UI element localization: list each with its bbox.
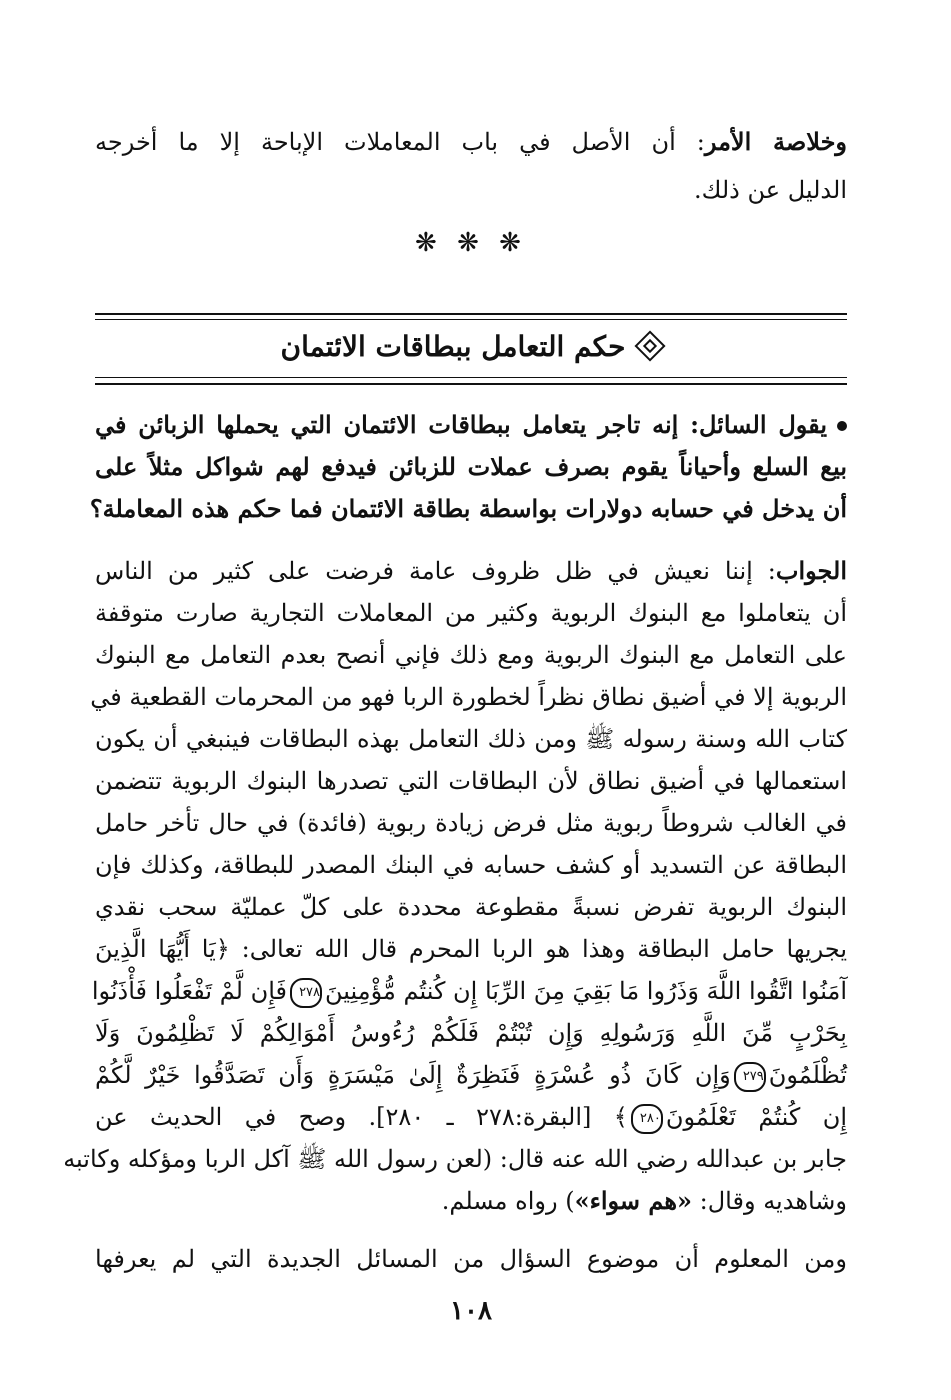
quran-text-1b: فَإِن لَّمْ تَفْعَلُوا فَأْذَنُوا	[91, 977, 288, 1005]
quran-text-4a: إِن كُنتُمْ تَعْلَمُونَ	[665, 1103, 847, 1131]
answer-line-4: الربوية إلا في أضيق نطاق نظراً لخطورة الربا فهو من المحرمات القطعية في	[90, 683, 847, 711]
question-line-3: أن يدخل في حسابه دولارات بواسطة بطاقة الائتمان فما حكم هذه المعاملة؟	[89, 494, 847, 523]
answer-line-9: البنوك الربوية تفرض نسبةً مقطوعة محددة على كلّ عمليّة سحب نقدي	[95, 893, 847, 921]
ayah-number-278: ٢٧٨	[290, 978, 322, 1008]
quran-text-1a: آمَنُوا اتَّقُوا اللَّهَ وَذَرُوا مَا بَقِيَ مِنَ الرِّبَا إِن كُنتُم مُّؤْمِنِينَ	[325, 977, 847, 1005]
heading-bottom-rule	[95, 383, 847, 385]
quran-line-3	[95, 1054, 847, 1096]
answer-paragraph	[63, 550, 847, 1222]
summary-label: وخلاصة الأمر	[704, 127, 847, 156]
hadith-line-1: جابر بن عبدالله رضي الله عنه قال: (لعن رسول الله ﷺ آكل الربا ومؤكله وكاتبه	[63, 1145, 847, 1173]
quran-text-4b: ﴾ [البقرة:٢٧٨ ـ ٢٨٠]. وصح في الحديث عن	[95, 1103, 628, 1131]
heading-top-rule	[95, 313, 847, 315]
question-paragraph	[89, 404, 848, 530]
answer-line-6: استعمالها في أضيق نطاق لأن البطاقات التي تصدرها البنوك الربوية تتضمن	[95, 767, 847, 795]
answer-line-7: في الغالب شروطاً ربوية مثل فرض زيادة ربوية (فائدة) في حال تأخر حامل	[95, 809, 847, 837]
summary-text: : أن الأصل في باب المعاملات الإباحة إلا ما أخرجه	[95, 128, 705, 156]
hadith-line-2	[95, 1180, 847, 1222]
answer-line-2: أن يتعاملوا مع البنوك الربوية وكثير من المعاملات التجارية صارت متوقفة	[95, 599, 847, 627]
ayah-number-280: ٢٨٠	[631, 1104, 663, 1134]
answer-label: الجواب	[775, 556, 847, 585]
diamond-icon	[635, 330, 666, 361]
question-line-1	[95, 404, 847, 446]
ayah-number-279: ٢٧٩	[734, 1062, 766, 1092]
page-number: ١٠٨	[450, 1296, 492, 1326]
heading-top-rule-thin	[95, 319, 847, 320]
bullet-icon	[837, 421, 847, 431]
book-page	[63, 0, 848, 1400]
section-heading	[95, 330, 847, 363]
question-line-2: بيع السلع وأحياناً يقوم بصرف عملات للزبائن فيدفع لهم شواكل مثلاً على	[95, 452, 848, 481]
answer-line-5: كتاب الله وسنة رسوله ﷺ ومن ذلك التعامل بهذه البطاقات فينبغي أن يكون	[95, 725, 847, 753]
quran-line-2: بِحَرْبٍ مِّنَ اللَّهِ وَرَسُولِهِ وَإِن تُبْتُمْ فَلَكُمْ رُءُوسُ أَمْوَالِكُمْ لَا تَظْلِمُونَ وَلَا	[95, 1019, 847, 1047]
summary-line-1	[95, 118, 847, 166]
hadith-text-2a: وشاهديه وقال:	[692, 1187, 847, 1215]
continuation-line: ومن المعلوم أن موضوع السؤال من المسائل الجديدة التي لم يعرفها	[95, 1245, 847, 1273]
section-separator: ❋ ❋ ❋	[415, 228, 527, 258]
hadith-text-2b: ) رواه مسلم.	[441, 1187, 575, 1215]
section-title: حكم التعامل ببطاقات الائتمان	[280, 330, 626, 363]
hadith-quote: «هم سواء»	[574, 1186, 693, 1215]
answer-line-1	[95, 550, 847, 592]
summary-paragraph	[95, 118, 847, 214]
answer-line-3: على التعامل مع البنوك الربوية ومع ذلك فإني أنصح بعدم التعامل مع البنوك	[95, 641, 847, 669]
answer-line-8: البطاقة عن التسديد أو كشف حسابه في البنك المصدر للبطاقة، وكذلك فإن	[95, 851, 847, 879]
quran-text-3a: تُظْلَمُونَ	[768, 1061, 847, 1089]
summary-line-2: الدليل عن ذلك.	[693, 176, 847, 204]
answer-text-1: : إننا نعيش في ظل ظروف عامة فرضت على كثير من الناس	[95, 557, 776, 585]
continuation-paragraph	[95, 1238, 847, 1280]
quran-line-1	[91, 970, 847, 1012]
heading-bottom-rule-thin	[95, 377, 847, 378]
quran-line-4	[95, 1096, 847, 1138]
answer-line-10: يجريها حامل البطاقة وهذا هو الربا المحرم قال الله تعالى: ﴿يَا أَيُّهَا الَّذِينَ	[95, 935, 847, 963]
quran-text-3b: وَإِن كَانَ ذُو عُسْرَةٍ فَنَظِرَةٌ إِلَىٰ مَيْسَرَةٍ وَأَن تَصَدَّقُوا خَيْرٌ لَّكُمْ	[95, 1061, 731, 1089]
question-text-1: يقول السائل: إنه تاجر يتعامل ببطاقات الائتمان التي يحملها الزبائن في	[95, 410, 827, 439]
